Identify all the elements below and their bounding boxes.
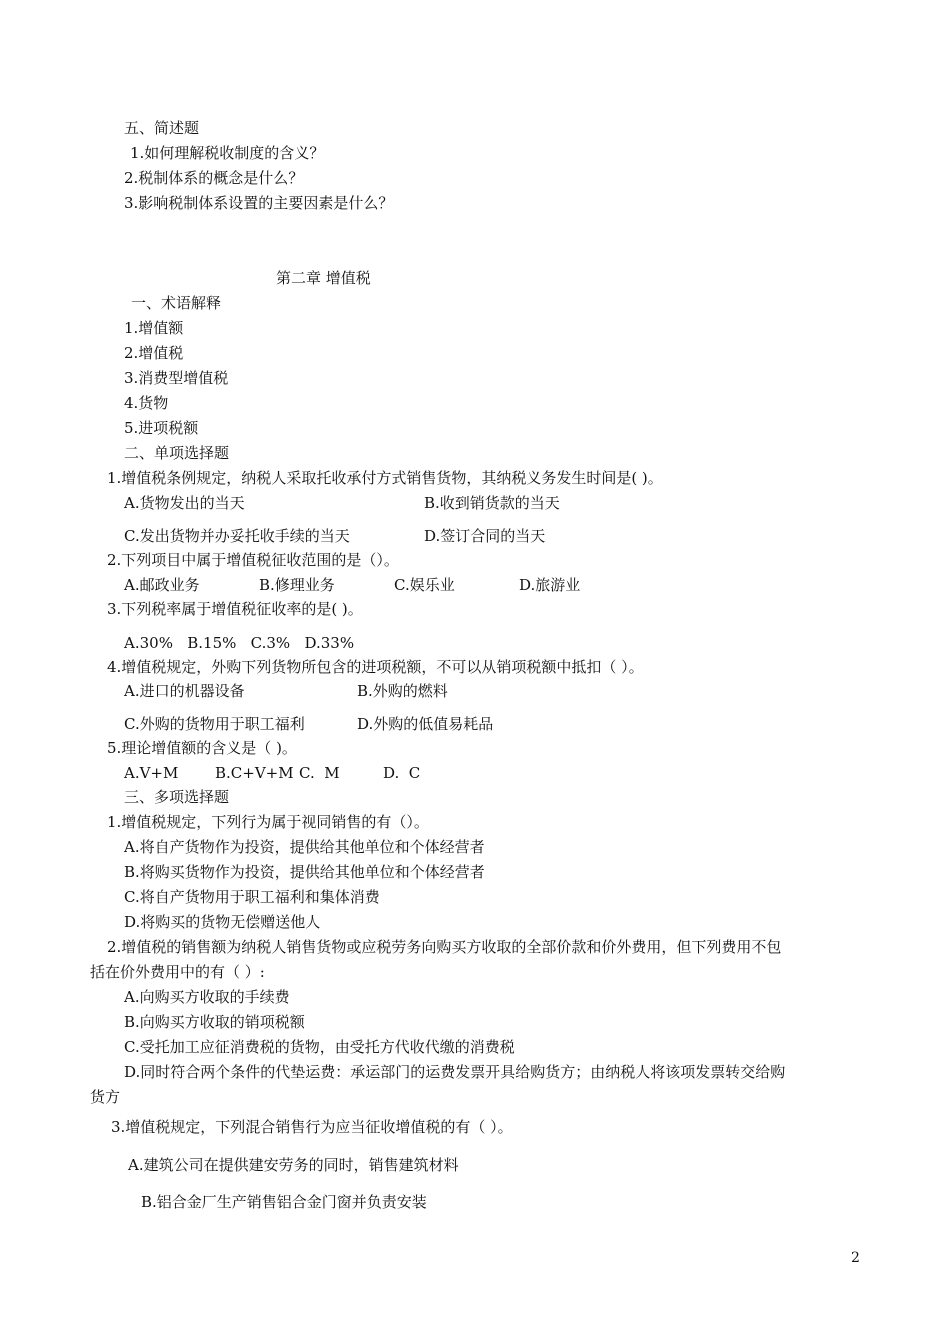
section-five-title: 五、简述题 [124, 119, 200, 137]
option-a: A.货物发出的当天 [124, 494, 245, 512]
chapter-title: 第二章 增值税 [276, 269, 371, 287]
term-item: 2.增值税 [124, 344, 184, 362]
term-item: 1.增值额 [124, 319, 184, 337]
multi-choice-title: 三、多项选择题 [124, 788, 230, 806]
option-a: A.邮政业务 [124, 576, 200, 594]
option-d: D.外购的低值易耗品 [357, 715, 494, 733]
option-a: A.V+M [124, 764, 179, 782]
essay-question-3: 3.影响税制体系设置的主要因素是什么？ [124, 194, 394, 212]
option-a: A.向购买方收取的手续费 [124, 988, 290, 1006]
option-c: C.将自产货物用于职工福利和集体消费 [124, 888, 380, 906]
single-question-2: 2.下列项目中属于增值税征收范围的是（）。 [107, 551, 399, 569]
option-c: C. M [299, 764, 340, 782]
option-b: B.外购的燃料 [357, 682, 448, 700]
option-c: C.发出货物并办妥托收手续的当天 [124, 527, 350, 545]
option-d-continued: 货方 [90, 1088, 121, 1106]
terms-section-title: 一、术语解释 [131, 294, 222, 312]
option-c: C.娱乐业 [394, 576, 455, 594]
single-question-5: 5.理论增值额的含义是（ )。 [107, 739, 297, 757]
term-item: 5.进项税额 [124, 419, 199, 437]
single-question-3-options: A.30% B.15% C.3% D.33% [124, 634, 355, 652]
option-b: B.将购买货物作为投资，提供给其他单位和个体经营者 [124, 863, 485, 881]
page-number: 2 [851, 1250, 860, 1266]
single-question-1: 1.增值税条例规定，纳税人采取托收承付方式销售货物，其纳税义务发生时间是( )。 [107, 469, 663, 487]
option-a: A.进口的机器设备 [124, 682, 245, 700]
multi-question-1: 1.增值税规定，下列行为属于视同销售的有（）。 [107, 813, 429, 831]
multi-question-3: 3.增值税规定，下列混合销售行为应当征收增值税的有（ ）。 [111, 1118, 513, 1136]
term-item: 3.消费型增值税 [124, 369, 229, 387]
option-c: C.外购的货物用于职工福利 [124, 715, 305, 733]
option-d: D.将购买的货物无偿赠送他人 [124, 913, 321, 931]
option-d: D. C [383, 764, 421, 782]
single-question-3: 3.下列税率属于增值税征收率的是( )。 [107, 600, 363, 618]
multi-question-2-continued: 括在价外费用中的有（ ）: [90, 963, 265, 981]
essay-question-1: 1.如何理解税收制度的含义？ [130, 144, 325, 162]
single-question-4: 4.增值税规定，外购下列货物所包含的进项税额，不可以从销项税额中抵扣（ ）。 [107, 658, 644, 676]
option-b: B.修理业务 [259, 576, 335, 594]
option-b: B.铝合金厂生产销售铝合金门窗并负责安装 [141, 1193, 427, 1211]
option-d: D.签订合同的当天 [424, 527, 546, 545]
option-b: B.收到销货款的当天 [424, 494, 560, 512]
essay-question-2: 2.税制体系的概念是什么？ [124, 169, 304, 187]
option-a: A.建筑公司在提供建安劳务的同时，销售建筑材料 [128, 1156, 459, 1174]
option-b: B.C+V+M [215, 764, 294, 782]
single-choice-title: 二、单项选择题 [124, 444, 230, 462]
term-item: 4.货物 [124, 394, 169, 412]
option-a: A.将自产货物作为投资，提供给其他单位和个体经营者 [124, 838, 485, 856]
option-b: B.向购买方收取的销项税额 [124, 1013, 305, 1031]
option-d: D.旅游业 [519, 576, 581, 594]
option-d: D.同时符合两个条件的代垫运费：承运部门的运费发票开具给购货方；由纳税人将该项发票转交给购 [124, 1063, 786, 1081]
option-c: C.受托加工应征消费税的货物，由受托方代收代缴的消费税 [124, 1038, 515, 1056]
multi-question-2: 2.增值税的销售额为纳税人销售货物或应税劳务向购买方收取的全部价款和价外费用，但下列费用不包 [107, 938, 782, 956]
